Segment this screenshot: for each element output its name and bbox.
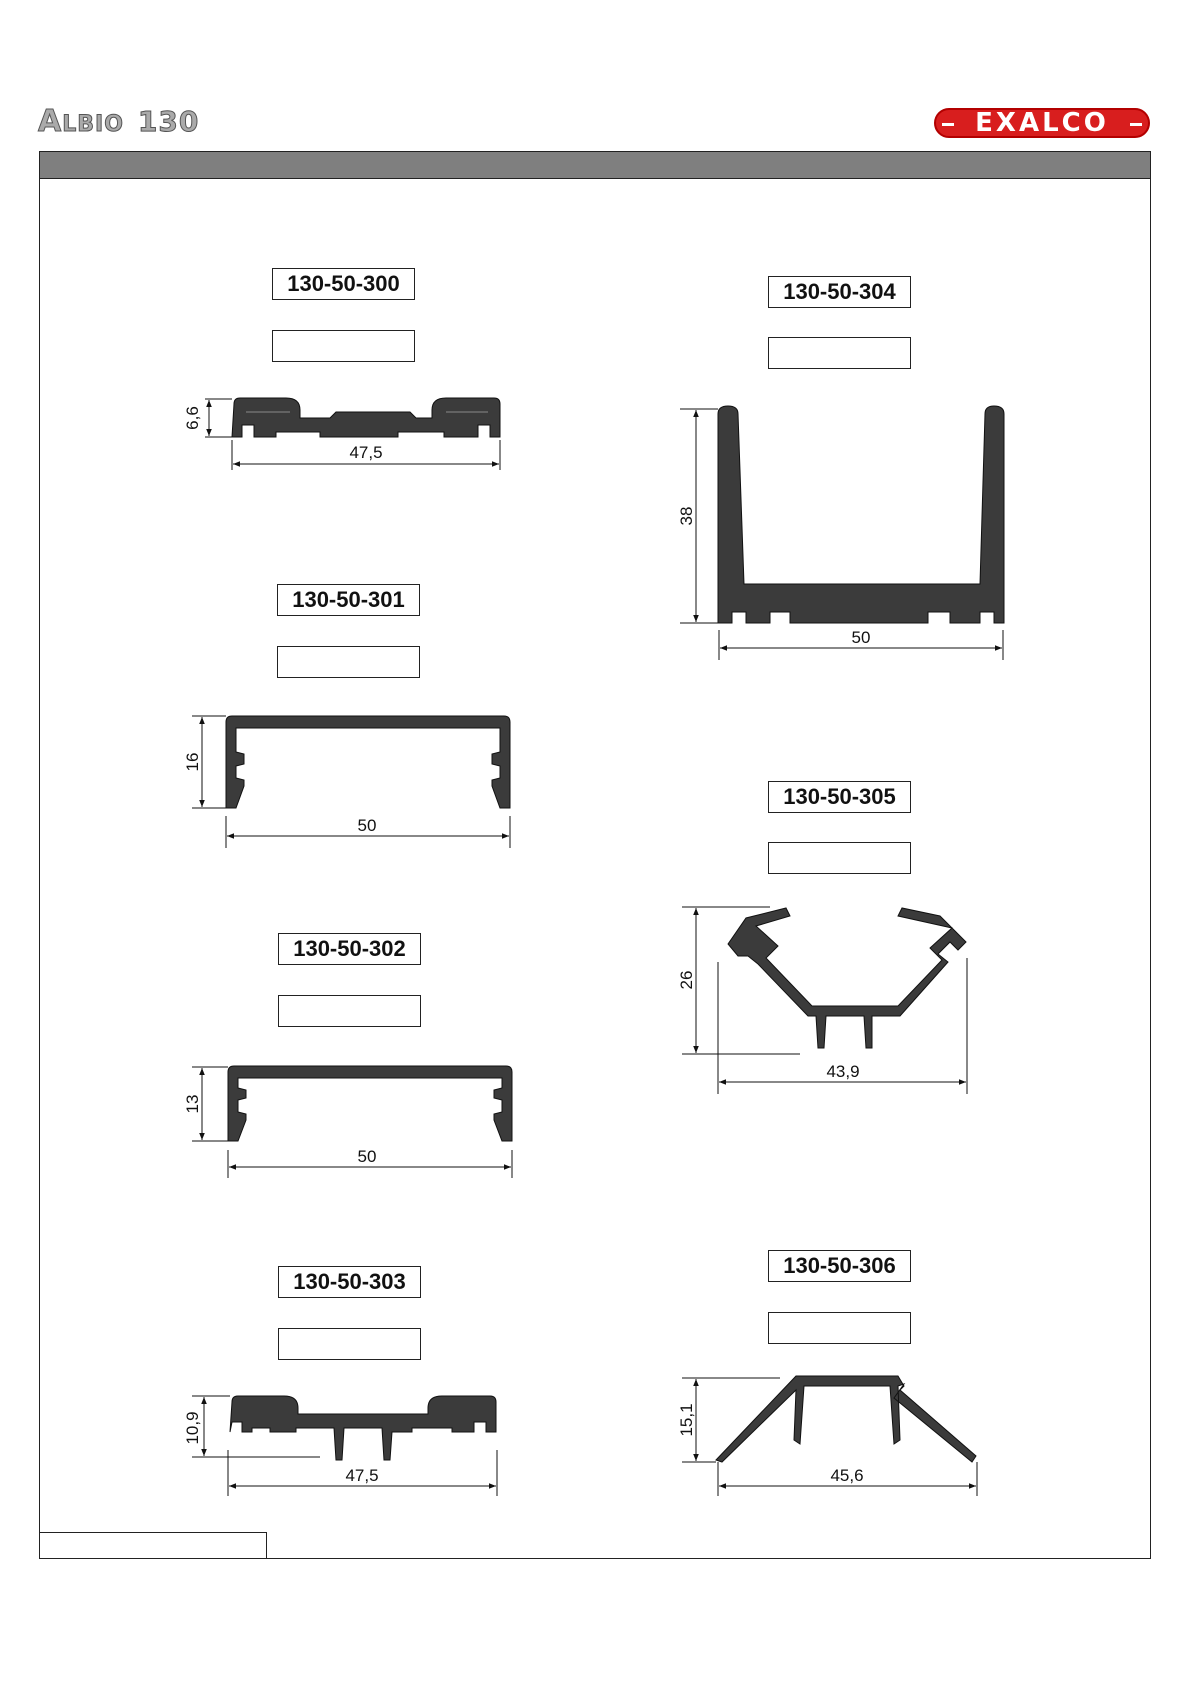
profile-303-shape — [230, 1396, 496, 1460]
dimension-height: 15,1 — [677, 1403, 696, 1437]
profile-code-label: 130-50-306 — [768, 1250, 911, 1282]
dimension-width: 47,5 — [349, 443, 383, 462]
profile-code-label: 130-50-302 — [278, 933, 421, 965]
dimension-width: 43,9 — [826, 1062, 860, 1081]
profile-code-label: 130-50-301 — [277, 584, 420, 616]
profile-301-shape — [226, 716, 510, 808]
profile-306-shape — [716, 1376, 976, 1462]
dimension-height: 6,6 — [183, 406, 202, 430]
dimension-width: 47,5 — [345, 1466, 379, 1485]
dimension-width: 45,6 — [830, 1466, 864, 1485]
profile-300-shape — [232, 398, 500, 437]
dimension-width: 50 — [357, 816, 377, 835]
dimension-height: 26 — [677, 970, 696, 990]
profile-304-shape — [718, 406, 1004, 623]
dimension-height: 13 — [183, 1094, 202, 1114]
profile-305-shape — [728, 908, 966, 1048]
dimension-width: 50 — [851, 628, 871, 647]
profile-code-label: 130-50-303 — [278, 1266, 421, 1298]
profile-code-label: 130-50-300 — [272, 268, 415, 300]
dimension-height: 38 — [677, 506, 696, 526]
profile-code-label: 130-50-305 — [768, 781, 911, 813]
dimension-width: 50 — [357, 1147, 377, 1166]
dimension-height: 16 — [183, 752, 202, 772]
albio-logo: ALBIO 130 — [38, 104, 200, 139]
dimension-height: 10,9 — [183, 1411, 202, 1445]
exalco-logo: EXALCO — [934, 108, 1150, 138]
profile-code-label: 130-50-304 — [768, 276, 911, 308]
profile-302-shape — [228, 1066, 512, 1141]
